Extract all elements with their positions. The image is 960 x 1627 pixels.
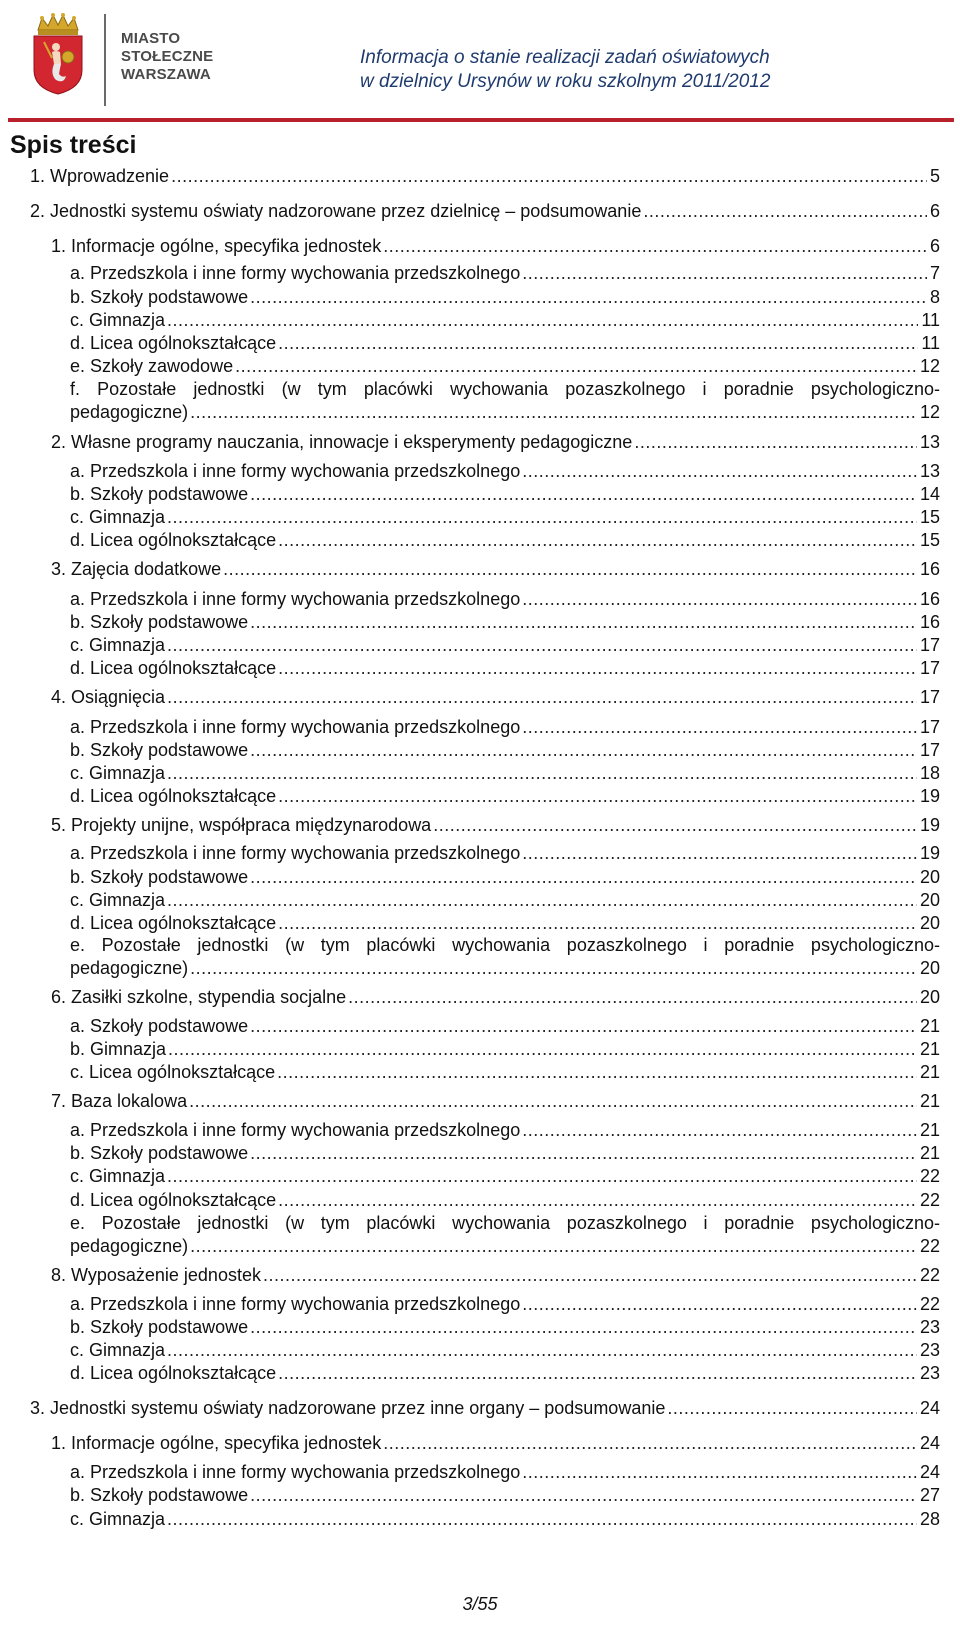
toc-entry[interactable] [70,529,940,552]
toc-entry[interactable] [70,934,940,980]
dot-leader [223,558,917,581]
dot-leader [667,1397,917,1420]
dot-leader [278,529,917,552]
dot-leader [522,842,917,865]
logo-line-3: WARSZAWA [121,66,211,83]
dot-leader [167,1165,917,1188]
toc-entry[interactable] [70,506,940,529]
toc-entry[interactable] [70,785,940,808]
toc-entry[interactable] [70,588,940,611]
document-title-line-1: Informacja o stanie realizacji zadań oświatowych [360,47,770,68]
dot-leader [250,1015,917,1038]
toc-entry-page: 18 [919,763,940,783]
dot-leader [522,716,917,739]
warsaw-coat-of-arms-logo [30,12,86,96]
toc-entry-page: 24 [919,1462,940,1482]
toc-entry[interactable] [51,1090,940,1113]
toc-entry-label: b. Szkoły podstawowe [70,1143,249,1163]
toc-entry-label: d. Licea ogólnokształcące [70,333,277,353]
toc-entry-page: 23 [919,1363,940,1383]
toc-entry-page: 17 [919,687,940,707]
toc-entry[interactable] [70,355,940,378]
toc-entry-label: 8. Wyposażenie jednostek [51,1265,261,1285]
toc-entry[interactable] [70,912,940,935]
toc-entry-label: f. Pozostałe jednostki (w tym placówki wychowania pozaszkolnego i poradnie psychologiczno- [70,379,940,399]
toc-entry-label: d. Licea ogólnokształcące [70,913,277,933]
toc-entry-page: 16 [919,589,940,609]
toc-entry[interactable] [51,431,940,454]
toc-entry[interactable] [70,716,940,739]
toc-entry-label: 2. Własne programy nauczania, innowacje i eksperymenty pedagogiczne [51,432,633,452]
dot-leader [383,235,927,258]
toc-entry-page: 23 [919,1340,940,1360]
logo-line-1: MIASTO [121,30,181,47]
toc-entry[interactable] [70,1362,940,1385]
dot-leader [522,588,917,611]
toc-entry-label: b. Szkoły podstawowe [70,612,249,632]
toc-entry-label: a. Przedszkola i inne formy wychowania przedszkolnego [70,843,521,863]
toc-entry-page: 13 [919,461,940,481]
toc-entry[interactable] [51,814,940,837]
toc-entry-label: a. Szkoły podstawowe [70,1016,249,1036]
toc-entry[interactable] [30,200,940,223]
toc-entry-page: 15 [919,507,940,527]
dot-leader [250,286,927,309]
toc-entry-label: a. Przedszkola i inne formy wychowania przedszkolnego [70,589,521,609]
toc-entry-label: a. Przedszkola i inne formy wychowania przedszkolnego [70,263,521,283]
toc-entry-page: 7 [929,263,940,283]
toc-entry-page: 11 [921,333,940,353]
toc-entry[interactable] [70,1165,940,1188]
dot-leader [643,200,927,223]
toc-entry-page: 19 [919,843,940,863]
toc-entry-page: 15 [919,530,940,550]
dot-leader [383,1432,917,1455]
toc-entry-page: 5 [929,166,940,186]
toc-entry[interactable] [70,611,940,634]
toc-entry-label: 7. Baza lokalowa [51,1091,188,1111]
toc-entry-page: 8 [929,287,940,307]
toc-entry-label: d. Licea ogólnokształcące [70,1190,277,1210]
dot-leader [522,1293,917,1316]
toc-entry-page: 13 [919,432,940,452]
toc-entry-page: 23 [919,1317,940,1337]
dot-leader [189,1090,917,1113]
toc-entry-label: b. Szkoły podstawowe [70,1485,249,1505]
dot-leader [278,1189,917,1212]
toc-entry-label: c. Gimnazja [70,890,166,910]
toc-entry-label: 3. Jednostki systemu oświaty nadzorowane przez inne organy – podsumowanie [30,1398,666,1418]
dot-leader [167,686,917,709]
toc-entry-page: 12 [919,402,940,422]
toc-entry-label: b. Szkoły podstawowe [70,1317,249,1337]
toc-entry-label: e. Szkoły zawodowe [70,356,234,376]
dot-leader [250,866,917,889]
toc-entry[interactable] [70,262,940,285]
toc-entry-page: 17 [919,635,940,655]
dot-leader [167,889,917,912]
page-header [0,0,960,124]
toc-entry[interactable] [70,1461,940,1484]
toc-entry[interactable] [51,235,940,258]
toc-entry-page: 20 [919,913,940,933]
toc-entry-label: d. Licea ogólnokształcące [70,1363,277,1383]
dot-leader [250,1142,917,1165]
toc-entry-page: 17 [919,717,940,737]
toc-entry-label: a. Przedszkola i inne formy wychowania przedszkolnego [70,1462,521,1482]
toc-entry[interactable] [70,889,940,912]
toc-entry[interactable] [70,1508,940,1531]
dot-leader [278,332,918,355]
toc-entry-page: 22 [919,1190,940,1210]
toc-entry-label: 1. Informacje ogólne, specyfika jednostek [51,1433,382,1453]
dot-leader [278,1362,917,1385]
dot-leader [433,814,917,837]
toc-entry-page: 21 [919,1120,940,1140]
dot-leader [522,460,917,483]
toc-entry[interactable] [70,634,940,657]
toc-entry-page: 20 [919,890,940,910]
document-title [360,46,770,94]
toc-entry[interactable] [51,1432,940,1455]
toc-entry-label: b. Szkoły podstawowe [70,867,249,887]
toc-entry[interactable] [70,483,940,506]
toc-entry-label: b. Szkoły podstawowe [70,287,249,307]
toc-entry-label: c. Gimnazja [70,763,166,783]
toc-entry-page: 20 [919,987,940,1007]
toc-entry-page: 21 [919,1143,940,1163]
toc-entry[interactable] [70,1212,940,1258]
dot-leader [167,762,917,785]
toc-entry[interactable] [30,165,940,188]
toc-entry[interactable] [70,1119,940,1142]
toc-entry-label: 1. Wprowadzenie [30,166,170,186]
dot-leader [171,165,927,188]
toc-entry-page: 21 [919,1091,940,1111]
toc-entry-page: 20 [919,867,940,887]
toc-entry-page: 17 [919,740,940,760]
toc-entry[interactable] [51,1264,940,1287]
dot-leader [167,634,917,657]
toc-entry[interactable] [70,1015,940,1038]
toc-entry-label-continued: pedagogiczne) [70,1236,189,1256]
dot-leader [278,912,917,935]
toc-entry-label: 4. Osiągnięcia [51,687,166,707]
toc-entry-page: 6 [929,236,940,256]
dot-leader [167,506,917,529]
dot-leader [348,986,917,1009]
dot-leader [168,1038,917,1061]
toc-entry[interactable] [70,286,940,309]
toc-entry-label: b. Szkoły podstawowe [70,484,249,504]
toc-entry[interactable] [70,842,940,865]
toc-entry-label: c. Licea ogólnokształcące [70,1062,276,1082]
toc-entry-label-continued: pedagogiczne) [70,958,189,978]
dot-leader [634,431,917,454]
dot-leader [277,1061,917,1084]
toc-entry[interactable] [70,1038,940,1061]
document-title-line-2: w dzielnicy Ursynów w roku szkolnym 2011/2012 [360,71,771,92]
toc-entry[interactable] [70,378,940,424]
toc-entry[interactable] [70,332,940,355]
toc-entry-label: e. Pozostałe jednostki (w tym placówki wychowania pozaszkolnego i poradnie psychologiczno- [70,1213,940,1233]
toc-entry[interactable] [70,866,940,889]
toc-entry-label: 5. Projekty unijne, współpraca międzynarodowa [51,815,432,835]
dot-leader [235,355,917,378]
toc-entry-page: 16 [919,612,940,632]
dot-leader [250,483,917,506]
toc-title: Spis treści [10,131,137,159]
toc-entry-page: 24 [919,1398,940,1418]
toc-entry-page: 19 [919,815,940,835]
dot-leader [250,739,917,762]
dot-leader [278,785,917,808]
dot-leader [278,657,917,680]
toc-entry-label: b. Szkoły podstawowe [70,740,249,760]
toc-entry[interactable] [70,1339,940,1362]
toc-entry[interactable] [70,309,940,332]
toc-entry-page: 12 [919,356,940,376]
dot-leader [167,1339,917,1362]
toc-entry-label: 1. Informacje ogólne, specyfika jednostek [51,236,382,256]
dot-leader [190,401,917,424]
toc-entry-label: a. Przedszkola i inne formy wychowania przedszkolnego [70,717,521,737]
toc-entry[interactable] [70,1061,940,1084]
toc-entry[interactable] [51,686,940,709]
dot-leader [522,1461,917,1484]
toc-entry[interactable] [70,1189,940,1212]
toc-entry-label: 6. Zasiłki szkolne, stypendia socjalne [51,987,347,1007]
toc-entry[interactable] [70,657,940,680]
toc-entry-page: 24 [919,1433,940,1453]
toc-entry-page: 22 [919,1236,940,1256]
city-name-logo-text [121,30,213,84]
toc-entry-page: 16 [919,559,940,579]
toc-entry-page: 22 [919,1166,940,1186]
dot-leader [250,1484,917,1507]
toc-entry[interactable] [70,1316,940,1339]
toc-entry-label: d. Licea ogólnokształcące [70,786,277,806]
toc-entry-page: 20 [919,958,940,978]
logo-line-2: STOŁECZNE [121,48,214,65]
toc-entry-page: 22 [919,1294,940,1314]
toc-entry-label: c. Gimnazja [70,1166,166,1186]
toc-entry-page: 21 [919,1062,940,1082]
toc-entry[interactable] [70,1293,940,1316]
header-divider [104,14,106,106]
toc-entry-page: 17 [919,658,940,678]
toc-entry-label: 3. Zajęcia dodatkowe [51,559,222,579]
toc-entry-label: d. Licea ogólnokształcące [70,658,277,678]
toc-entry[interactable] [51,986,940,1009]
toc-entry-page: 27 [919,1485,940,1505]
toc-entry-page: 14 [919,484,940,504]
dot-leader [167,1508,917,1531]
toc-entry-page: 21 [919,1016,940,1036]
dot-leader [263,1264,917,1287]
toc-entry[interactable] [70,762,940,785]
toc-entry-label: c. Gimnazja [70,310,166,330]
toc-entry[interactable] [70,1142,940,1165]
toc-entry[interactable] [70,1484,940,1507]
toc-entry-label: c. Gimnazja [70,507,166,527]
toc-entry[interactable] [70,460,940,483]
dot-leader [167,309,918,332]
dot-leader [190,1235,917,1258]
toc-entry-page: 28 [919,1509,940,1529]
toc-entry[interactable] [51,558,940,581]
toc-entry-label: a. Przedszkola i inne formy wychowania przedszkolnego [70,461,521,481]
dot-leader [250,1316,917,1339]
toc-entry-page: 6 [929,201,940,221]
toc-entry-page: 22 [919,1265,940,1285]
toc-entry-label: e. Pozostałe jednostki (w tym placówki wychowania pozaszkolnego i poradnie psychologiczno- [70,935,940,955]
toc-entry-label: b. Gimnazja [70,1039,167,1059]
toc-entry-label: a. Przedszkola i inne formy wychowania przedszkolnego [70,1294,521,1314]
dot-leader [522,262,927,285]
toc-entry[interactable] [30,1397,940,1420]
dot-leader [250,611,917,634]
toc-entry-label: a. Przedszkola i inne formy wychowania przedszkolnego [70,1120,521,1140]
toc-entry-label-continued: pedagogiczne) [70,402,189,422]
toc-entry-page: 19 [919,786,940,806]
dot-leader [522,1119,917,1142]
page-number: 3/55 [462,1594,498,1614]
toc-entry-label: c. Gimnazja [70,1340,166,1360]
header-rule [8,118,954,122]
toc-entry-label: c. Gimnazja [70,1509,166,1529]
toc-entry-label: 2. Jednostki systemu oświaty nadzorowane przez dzielnicę – podsumowanie [30,201,642,221]
toc-entry-page: 21 [919,1039,940,1059]
toc-entry-label: d. Licea ogólnokształcące [70,530,277,550]
toc-entry-page: 11 [921,310,940,330]
toc-entry[interactable] [70,739,940,762]
toc-entry-label: c. Gimnazja [70,635,166,655]
dot-leader [190,957,917,980]
